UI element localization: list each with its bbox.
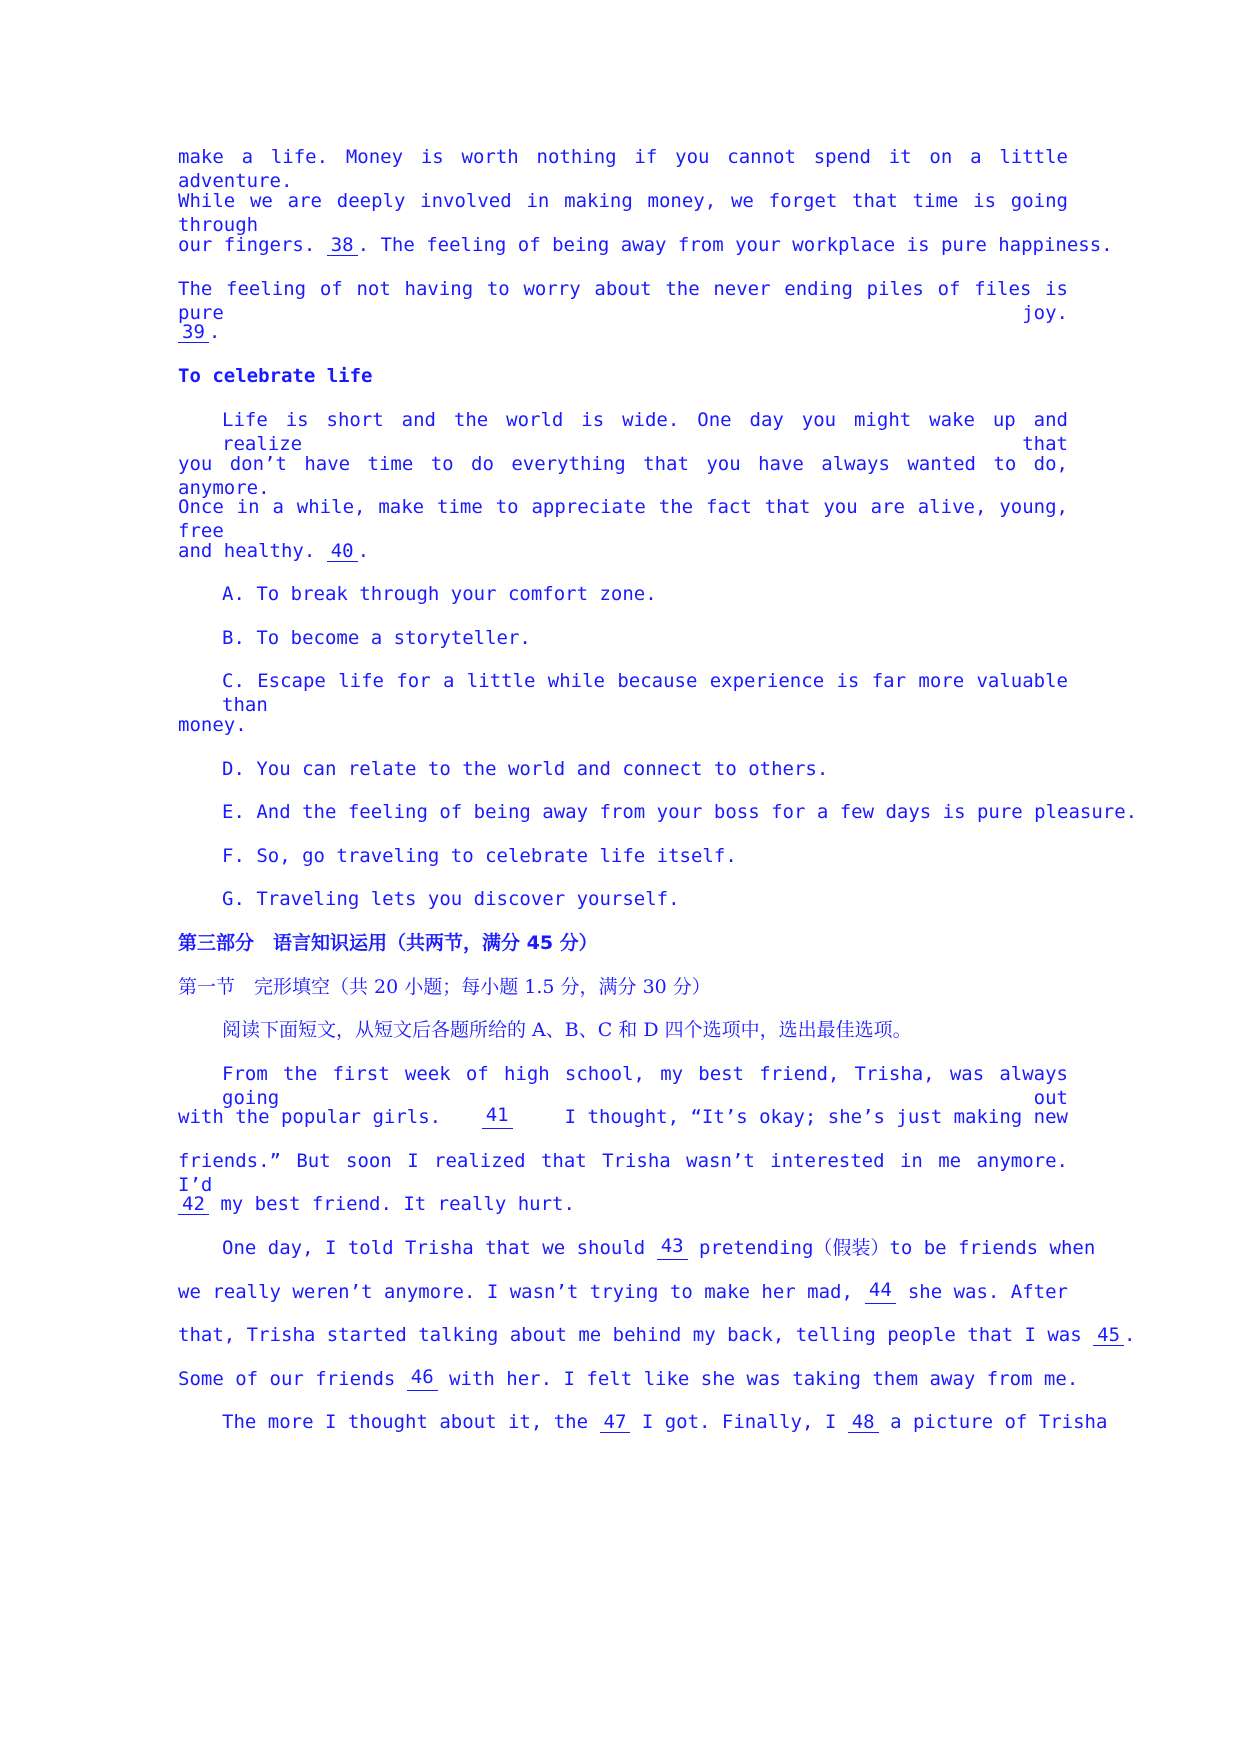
text-line: 42 my best friend. It really hurt. [178, 1192, 1068, 1216]
option-b: B. To become a storyteller. [222, 627, 531, 649]
option-g: G. Traveling lets you discover yourself. [222, 888, 680, 910]
text-line: and healthy. 40 . [178, 540, 370, 562]
text-line [178, 277, 1068, 324]
line-text: Life is short and the world is wide. One day you might wake up and realize that [222, 409, 1068, 455]
option-e: E. And the feeling of being away from your boss for a few days is pure pleasure. [222, 801, 1138, 823]
part-heading: 第三部分 语言知识运用（共两节，满分 45 分） [178, 932, 598, 954]
text-line: From the first week of high school, my best friend, Trisha, was always going out [222, 1063, 1068, 1109]
option-f: F. So, go traveling to celebrate life itself. [222, 845, 737, 867]
blank-41: 41 [482, 1105, 513, 1129]
blank-46: 46 [407, 1367, 438, 1391]
text-line [178, 189, 1068, 236]
blank-44: 44 [865, 1280, 896, 1304]
line-text: Once in a while, make time to appreciate the fact that you are alive, young, free [178, 496, 1068, 542]
line-text: make a life. Money is worth nothing if you cannot spend it on a little adventure. [178, 146, 1068, 192]
text-line: that, Trisha started talking about me behind my back, telling people that I was 45 . [178, 1324, 1136, 1346]
line-text: While we are deeply involved in making money, we forget that time is going through [178, 190, 1068, 236]
blank-42: 42 [178, 1194, 209, 1215]
text-line: Some of our friends 46 with her. I felt like she was taking them away from me. [178, 1366, 1079, 1390]
text-line: friends.” But soon I realized that Trisha wasn’t interested in me anymore. I’d [178, 1150, 1068, 1196]
section-subheading: 第一节 完形填空（共 20 小题；每小题 1.5 分，满分 30 分） [178, 976, 711, 998]
option-c-cont: money. [178, 714, 247, 736]
text-line: 39 . [178, 320, 1068, 344]
option-a: A. To break through your comfort zone. [222, 583, 657, 605]
text-line [178, 495, 1068, 542]
section-heading: To celebrate life [178, 365, 373, 387]
text-line: we really weren’t anymore. I wasn’t trying to make her mad, 44 she was. After [178, 1279, 1068, 1303]
text-line: The more I thought about it, the 47 I got. Finally, I 48 a picture of Trisha [222, 1411, 1108, 1433]
blank-38: 38 [327, 235, 358, 256]
text-line [178, 233, 1113, 257]
line-text: The feeling of not having to worry about the never ending piles of files is pure joy. [178, 278, 1068, 324]
option-d: D. You can relate to the world and connect to others. [222, 758, 829, 780]
text-line [178, 145, 1068, 192]
blank-43: 43 [657, 1236, 688, 1260]
instructions: 阅读下面短文，从短文后各题所给的 A、B、C 和 D 四个选项中，选出最佳选项。 [222, 1019, 912, 1041]
blank-39: 39 [178, 322, 209, 343]
text-line [178, 452, 1068, 499]
text-line: One day, I told Trisha that we should 43 pretending（假装）to be friends when [222, 1235, 1096, 1259]
blank-45: 45 [1093, 1325, 1124, 1346]
blank-40: 40 [327, 541, 358, 562]
blank-47: 47 [600, 1412, 631, 1433]
text-line [222, 408, 1068, 455]
option-c: C. Escape life for a little while because experience is far more valuable than [222, 670, 1068, 716]
blank-48: 48 [848, 1412, 879, 1433]
line-text: you don’t have time to do everything that you have always wanted to do, anymore. [178, 453, 1068, 499]
text-line: with the popular girls. 41 I thought, “It’s okay; she’s just making new [178, 1104, 1068, 1128]
line-text: our fingers. 38 . The feeling of being away from your workplace is pure happiness. [178, 234, 1113, 256]
